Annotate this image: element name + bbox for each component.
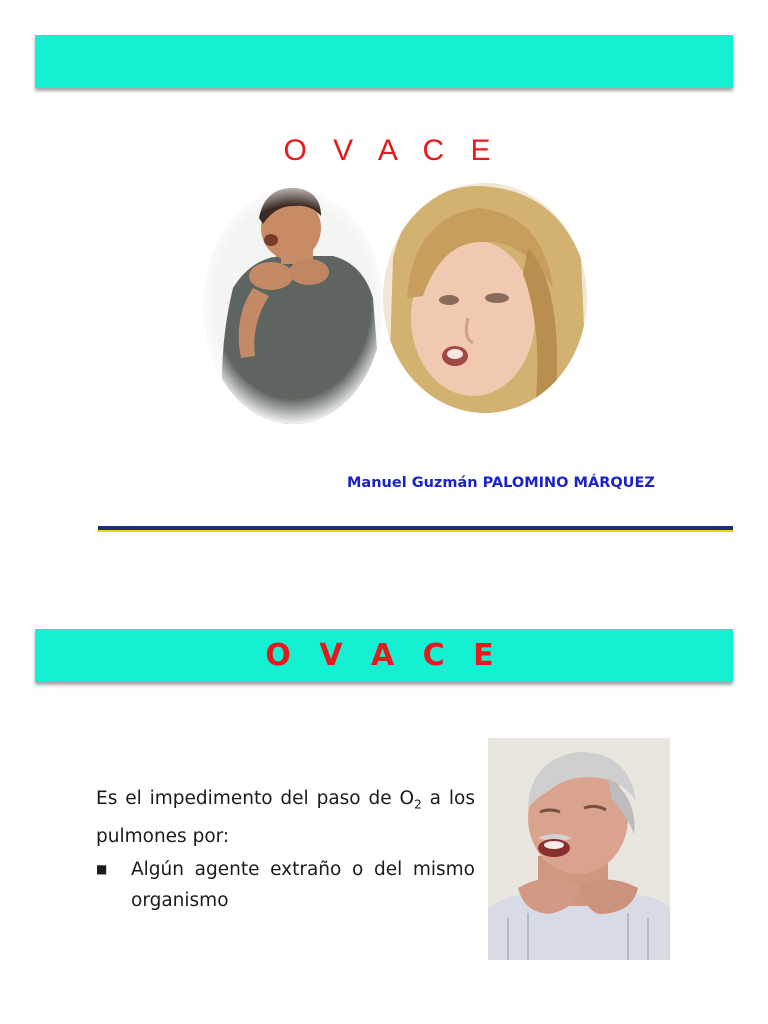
top-banner xyxy=(35,35,733,88)
hero-collage-image xyxy=(193,178,606,426)
square-bullet-icon: ■ xyxy=(96,861,108,876)
author-name: Manuel Guzmán PALOMINO MÁRQUEZ xyxy=(347,475,655,491)
slide2-body xyxy=(96,783,475,916)
slide2-title: O V A C E xyxy=(265,638,503,673)
bullet-item xyxy=(96,854,475,916)
paragraph-text-start: Es el impedimento del paso de O xyxy=(96,788,415,809)
bullet-text: Algún agente extraño o del mismo organismo xyxy=(131,858,475,911)
paragraph-text-end: a los pulmones por: xyxy=(96,788,475,847)
older-man-choking-photo xyxy=(488,738,670,960)
definition-paragraph xyxy=(96,783,475,852)
slide1-title: O V A C E xyxy=(283,134,500,167)
divider-rule xyxy=(98,526,733,532)
paragraph-subscript: 2 xyxy=(414,797,422,812)
man-choking-photo xyxy=(193,178,393,426)
girl-coughing-photo xyxy=(383,178,606,426)
